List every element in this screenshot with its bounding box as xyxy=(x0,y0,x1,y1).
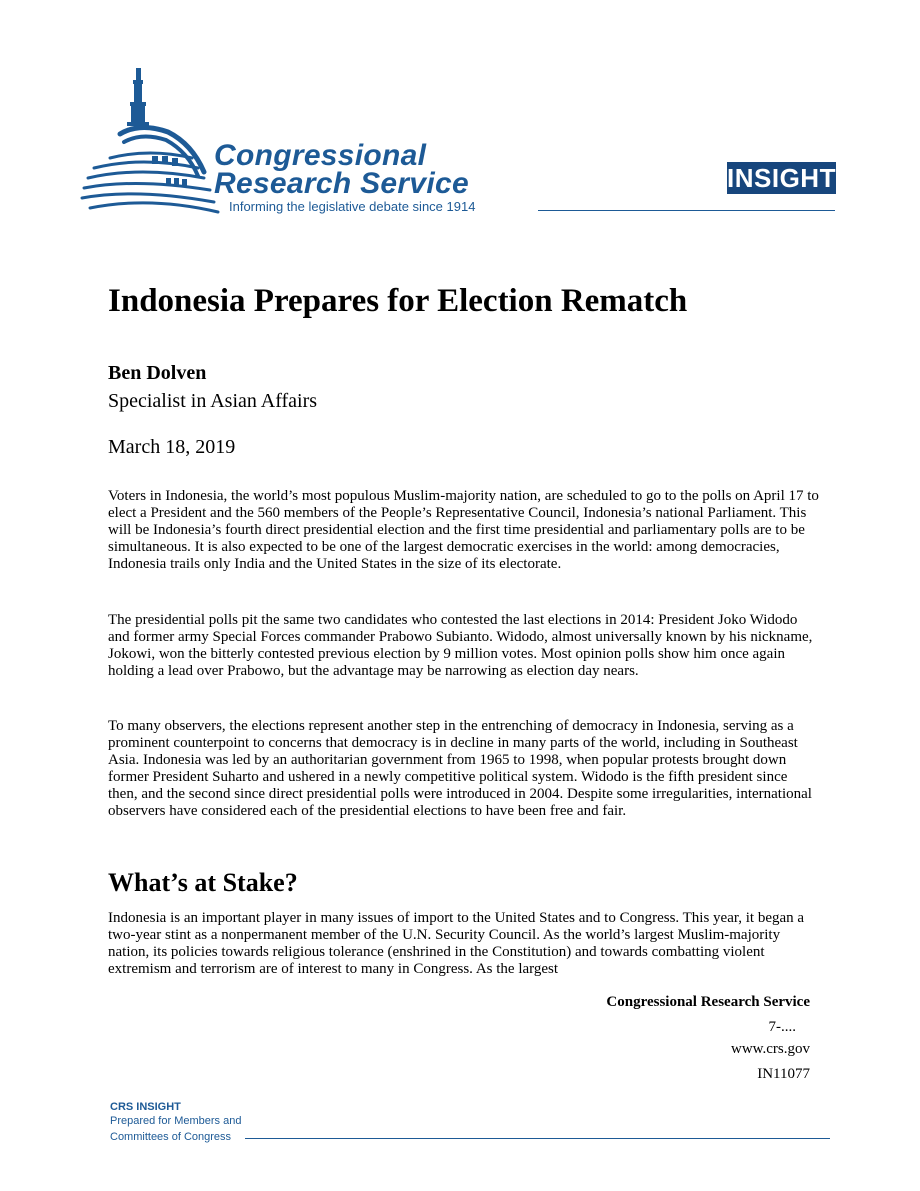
website-link[interactable]: www.crs.gov xyxy=(730,1041,810,1057)
body-paragraph: Voters in Indonesia, the world’s most populous Muslim-majority nation, are scheduled to go to the polls on April 17 to elect a President and the 560 members of the People’s Representative Council, Indonesia’s national Parliament. This will be Indonesia’s fourth direct presidential election and the first time presidential and parliamentary polls are to be simultaneous. It is also expected to be one of the largest democratic exercises in the world: among democracies, Indonesia trails only India and the United States in the size of its electorate. xyxy=(108,488,819,572)
tagline-divider xyxy=(538,210,835,211)
report-date: March 18, 2019 xyxy=(108,436,236,458)
body-paragraph: To many observers, the elections represent another step in the entrenching of democracy in Indonesia, serving as a prominent counterpoint to concerns that democracy is in decline in many parts of the world, including in Southeast Asia. Indonesia was led by an authoritarian government from 1965 to 1998, when popular protests brought down former President Suharto and ushered in a newly competitive political system. Widodo is the fifth president since then, and the second since direct presidential polls were introduced in 2004. Despite some irregularities, international observers have considered each of the presidential elections to have been free and fair. xyxy=(108,718,812,819)
footer-insight-label: CRS INSIGHT xyxy=(110,1101,181,1113)
author-role: Specialist in Asian Affairs xyxy=(108,390,318,412)
footer-divider xyxy=(245,1138,830,1139)
insight-badge: INSIGHT xyxy=(727,163,836,193)
footer-committees-line: Committees of Congress xyxy=(110,1131,232,1143)
report-number: 7-.... xyxy=(768,1019,796,1035)
section-heading: What’s at Stake? xyxy=(108,868,298,897)
footer-prepared-line: Prepared for Members and xyxy=(110,1115,242,1127)
page-title: Indonesia Prepares for Election Rematch xyxy=(108,283,688,319)
body-paragraph: The presidential polls pit the same two candidates who contested the last elections in 2014: President Joko Widodo and former army Special Forces commander Prabowo Subianto. Widodo, almost universally known by his nickname, Jokowi, won the bitterly contested previous election by 9 million votes. Most opinion polls show him once again holding a lead over Prabowo, but the advantage may be narrowing as election day nears. xyxy=(108,612,813,679)
product-id: IN11077 xyxy=(757,1066,810,1082)
capitol-dome-icon xyxy=(80,62,220,222)
author-name: Ben Dolven xyxy=(108,362,207,384)
org-tagline: Informing the legislative debate since 1914 xyxy=(229,199,476,214)
footer-org-name: Congressional Research Service xyxy=(606,994,810,1010)
org-name-line1: Congressional xyxy=(214,139,427,172)
org-name-line2: Research Service xyxy=(214,167,469,200)
section-paragraph: Indonesia is an important player in many issues of import to the United States and to Congress. This year, it began a two-year stint as a nonpermanent member of the U.N. Security Council. As the world’s largest Muslim-majority nation, its policies towards religious tolerance (enshrined in the Constitution) and towards combatting violent extremism and terrorism are of interest to many in Congress. As the largest xyxy=(108,910,805,977)
